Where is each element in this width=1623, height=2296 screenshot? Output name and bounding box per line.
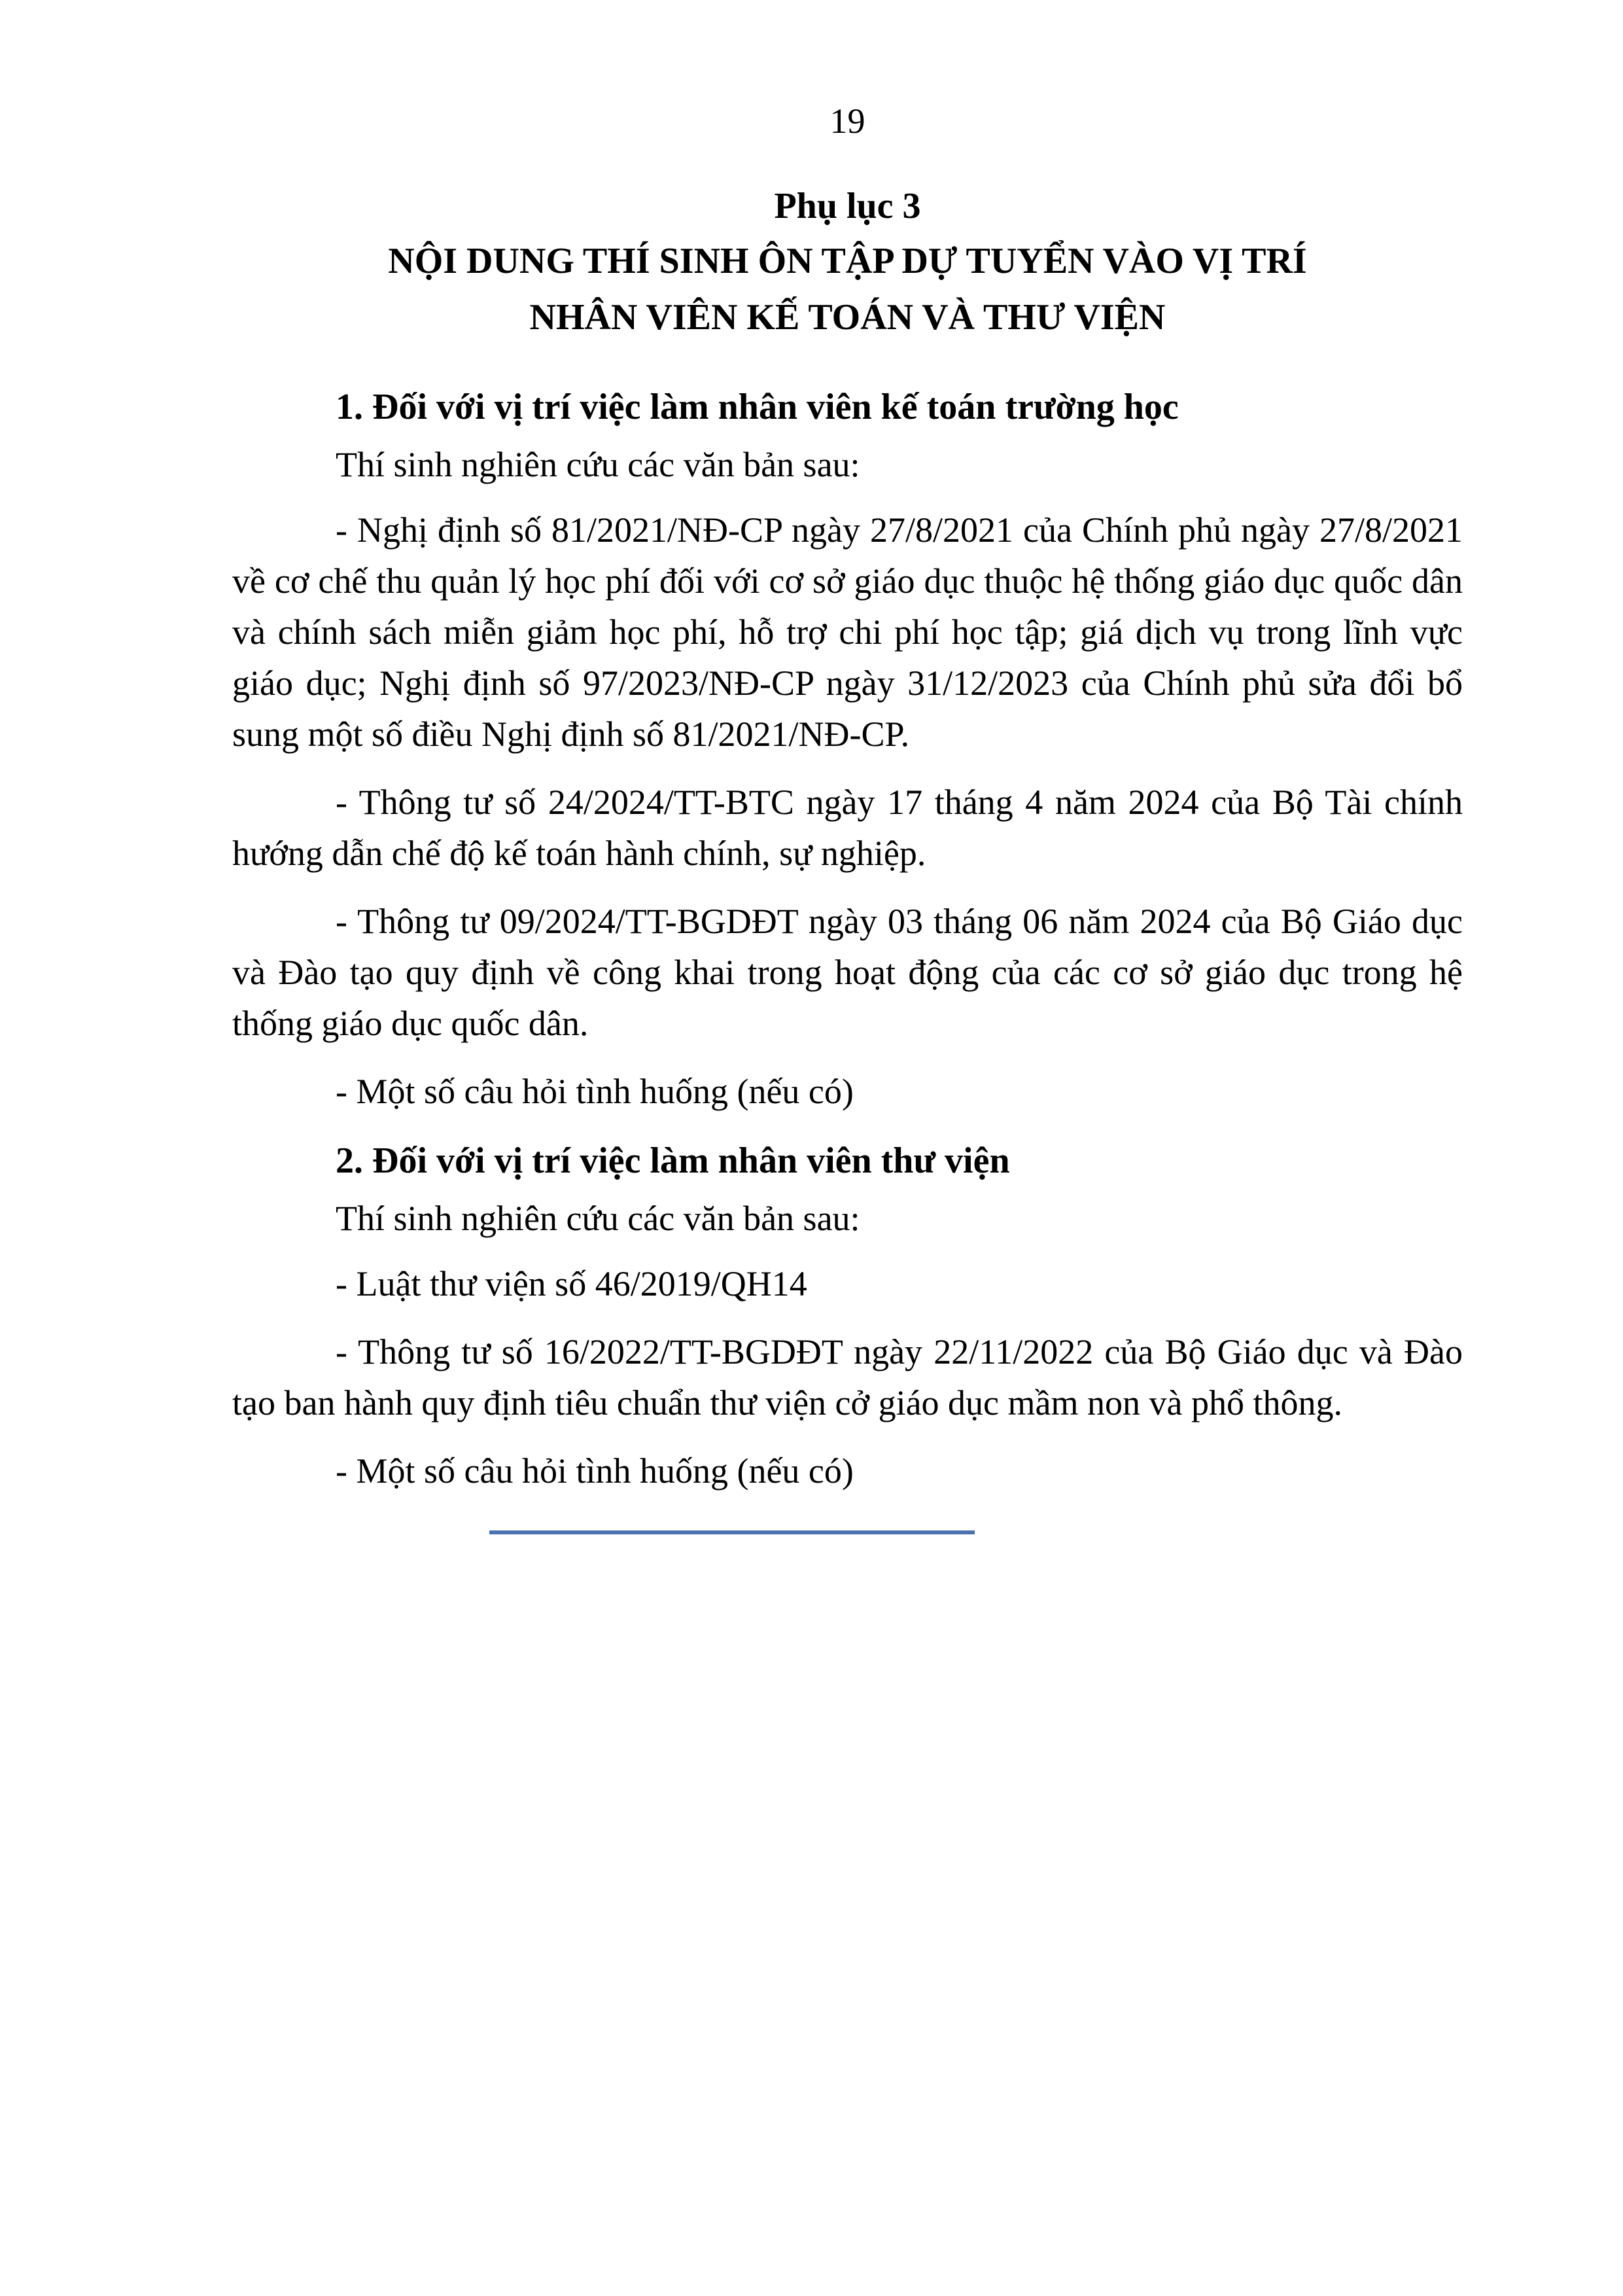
page-number: 19 xyxy=(829,101,865,141)
document-title xyxy=(232,233,1463,345)
section-2-heading: 2. Đối với vị trí việc làm nhân viên thư viện xyxy=(336,1140,1010,1181)
section-2-intro: Thí sinh nghiên cứu các văn bản sau: xyxy=(336,1199,860,1238)
appendix-label: Phụ lục 3 xyxy=(774,186,921,226)
document-title-line2: NHÂN VIÊN KẾ TOÁN VÀ THƯ VIỆN xyxy=(529,297,1166,338)
section-1-item-circular-09: - Thông tư 09/2024/TT-BGDĐT ngày 03 tháng 06 năm 2024 của Bộ Giáo dục và Đào tạo quy định về công khai trong hoạt động của các cơ sở giáo dục trong hệ thống giáo dục quốc dân. xyxy=(232,902,1463,1043)
section-1-item-decree-81: - Nghị định số 81/2021/NĐ-CP ngày 27/8/2021 của Chính phủ ngày 27/8/2021 về cơ chế thu quản lý học phí đối với cơ sở giáo dục thuộc hệ thống giáo dục quốc dân và chính sách miễn giảm học phí, hỗ trợ chi phí học tập; giá dịch vụ trong lĩnh vực giáo dục; Nghị định số 97/2023/NĐ-CP ngày 31/12/2023 của Chính phủ sửa đổi bổ sung một số điều Nghị định số 81/2021/NĐ-CP. xyxy=(232,510,1463,754)
section-1-heading: 1. Đối với vị trí việc làm nhân viên kế toán trường học xyxy=(336,387,1179,427)
section-2-item-circular-16: - Thông tư số 16/2022/TT-BGDĐT ngày 22/11/2022 của Bộ Giáo dục và Đào tạo ban hành quy định tiêu chuẩn thư viện cở giáo dục mầm non và phổ thông. xyxy=(232,1332,1463,1422)
section-1-intro: Thí sinh nghiên cứu các văn bản sau: xyxy=(336,445,860,484)
document-content xyxy=(232,0,1463,1534)
horizontal-divider xyxy=(489,1530,975,1534)
section-1-item-circular-24: - Thông tư số 24/2024/TT-BTC ngày 17 tháng 4 năm 2024 của Bộ Tài chính hướng dẫn chế độ kế toán hành chính, sự nghiệp. xyxy=(232,783,1463,873)
section-2-item-library-law: - Luật thư viện số 46/2019/QH14 xyxy=(336,1264,807,1303)
document-title-line1: NỘI DUNG THÍ SINH ÔN TẬP DỰ TUYỂN VÀO VỊ TRÍ xyxy=(388,241,1307,281)
section-1-item-situational-questions: - Một số câu hỏi tình huống (nếu có) xyxy=(336,1072,854,1111)
section-2-item-situational-questions: - Một số câu hỏi tình huống (nếu có) xyxy=(336,1451,854,1491)
